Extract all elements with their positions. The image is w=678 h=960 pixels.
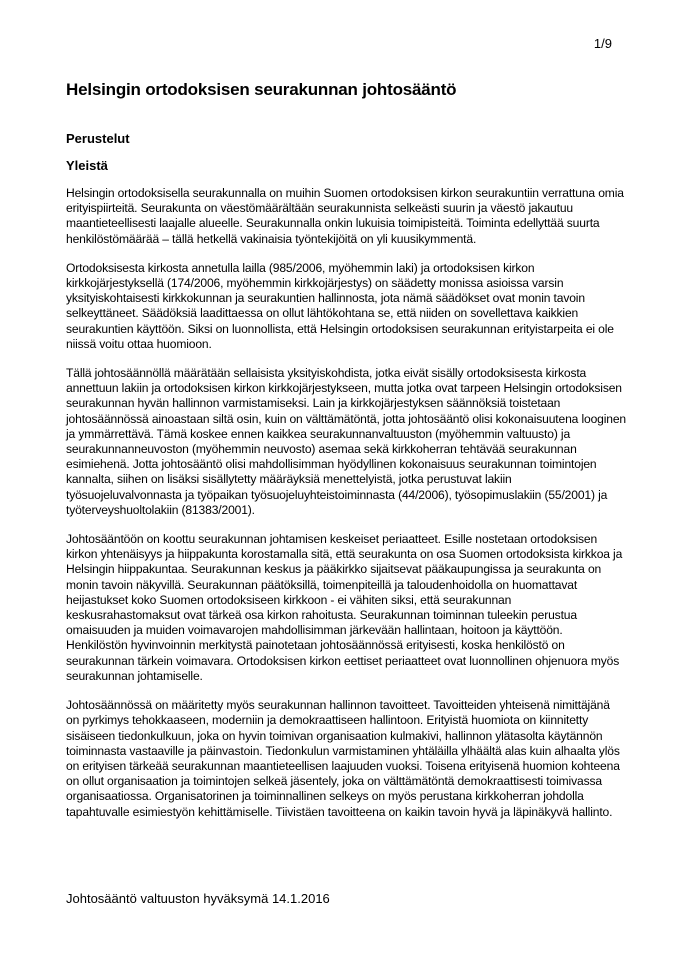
document-title: Helsingin ortodoksisen seurakunnan johtosääntö	[66, 80, 457, 99]
paragraph: Ortodoksisesta kirkosta annetulla lailla (985/2006, myöhemmin laki) ja ortodoksisen kirkon kirkkojärjestyksellä (174/2006, myöhemmin kirkkojärjestys) on säädetty monissa asioissa varsin yksityiskohtaisesti kirkkokunnan ja seurakuntien hallinnosta, jota nämä säädökset ovat monin tavoin selkeyttäneet. Säädöksiä laadittaessa on ollut lähtökohtana se, että niiden on sovellettava kaikkien seurakuntien käyttöön. Siksi on luonnollista, että Helsingin ortodoksisen seurakunnan erityistarpeita ei ole niissä voitu ottaa huomioon.	[66, 260, 614, 351]
subheading: Yleistä	[66, 158, 108, 173]
paragraph: Tällä johtosäännöllä määrätään sellaisista yksityiskohdista, jotka eivät sisälly ortodoksisesta kirkosta annettuun lakiin ja ortodoksisen kirkon kirkkojärjestykseen, mutta jotka ovat tarpeen Helsingin ortodoksisen seurakunnan hyvän hallinnon varmistamiseksi. Lain ja kirkkojärjestyksen säännöksiä toistetaan johtosäännössä ainoastaan siltä osin, kuin on välttämätöntä, jotta johtosääntö olisi kokonaisuutena looginen ja ymmärrettävä. Tämä koskee ennen kaikkea seurakunnanvaltuuston (myöhemmin valtuusto) ja seurakunnanneuvoston (myöhemmin neuvosto) asemaa sekä kirkkoherran tehtävää seurakunnan esimiehenä. Jotta johtosääntö olisi mahdollisimman hyödyllinen kokonaisuus seurakunnan toimintojen kannalta, siihen on lisäksi sisällytetty määräyksiä menettelyistä, jotka perustuvat lakiin työsuojeluvalvonnasta ja työpaikan työsuojeluyhteistoiminnasta (44/2006), työsopimuslakiin (55/2001) ja työterveyshuoltolakiin (81383/2001).	[66, 366, 626, 517]
page-number: 1/9	[593, 36, 612, 51]
paragraph: Johtosäännössä on määritetty myös seurakunnan hallinnon tavoitteet. Tavoitteiden yhteisenä nimittäjänä on pyrkimys tehokkaaseen, moderniin ja demokraattiseen hallintoon. Erityistä huomiota on kiinnitetty sisäiseen tiedonkulkuun, joka on hyvin toimivan organisaation kulmakivi, hallinnon ylätasolta käytännön toiminnasta vastaaville ja päinvastoin. Tiedonkulun varmistaminen yhtäläilla ylhäältä alas kuin alhaalta ylös on erityisen tärkeää seurakunnan maantieteellisen laajuuden vuoksi. Toisena erityisenä huomion kohteena on ollut organisaation ja toimintojen selkeä jäsentely, joka on välttämätöntä demokraattisesti toimivassa organisaatiossa. Organisatorinen ja toiminnallinen selkeys on myös perustana kirkkoherran johdolla tapahtuvalle esimiestyön kehittämiselle. Tiivistäen tavoitteena on kaikin tavoin hyvä ja läpinäkyvä hallinto.	[66, 698, 620, 819]
body-text	[66, 186, 626, 834]
paragraph: Johtosääntöön on koottu seurakunnan johtamisen keskeiset periaatteet. Esille nostetaan ortodoksisen kirkon yhtenäisyys ja hiippakunta korostamalla sitä, että seurakunta on osa Suomen ortodoksista kirkkoa ja Helsingin hiippakuntaa. Seurakunnan keskus ja pääkirkko sijaitsevat pääkaupungissa ja seurakunta on monin tavoin näkyvillä. Seurakunnan päätöksillä, toimenpiteillä ja taloudenhoidolla on huomattavat heijastukset koko Suomen ortodoksiseen kirkkoon - ei vähiten siksi, että seurakunnan keskusrahastomaksut ovat tärkeä osa kirkon rahoitusta. Seurakunnan toiminnan tuleekin perustua omaisuuden ja muiden voimavarojen mahdollisimman järkevään hallintaan, hoitoon ja käyttöön. Henkilöstön hyvinvoinnin merkitystä painotetaan johtosäännössä erityisesti, koska henkilöstö on seurakunnan tärkein voimavara. Ortodoksisen kirkon eettiset periaatteet ovat luonnollinen ohjenuora myös seurakunnan johtamiselle.	[66, 532, 623, 683]
section-heading: Perustelut	[66, 131, 130, 146]
footer-note: Johtosääntö valtuuston hyväksymä 14.1.2016	[66, 891, 330, 906]
paragraph: Helsingin ortodoksisella seurakunnalla on muihin Suomen ortodoksisen kirkon seurakuntiin verrattuna omia erityispiirteitä. Seurakunta on väestömäärältään seurakunnista selkeästi suurin ja väestö jakautuu maantieteellisesti laajalle alueelle. Seurakunnalla onkin lukuisia toimipisteitä. Toiminta edellyttää suurta henkilöstömäärää – tällä hetkellä vakinaisia työntekijöitä on yli kuusikymmentä.	[66, 186, 624, 246]
